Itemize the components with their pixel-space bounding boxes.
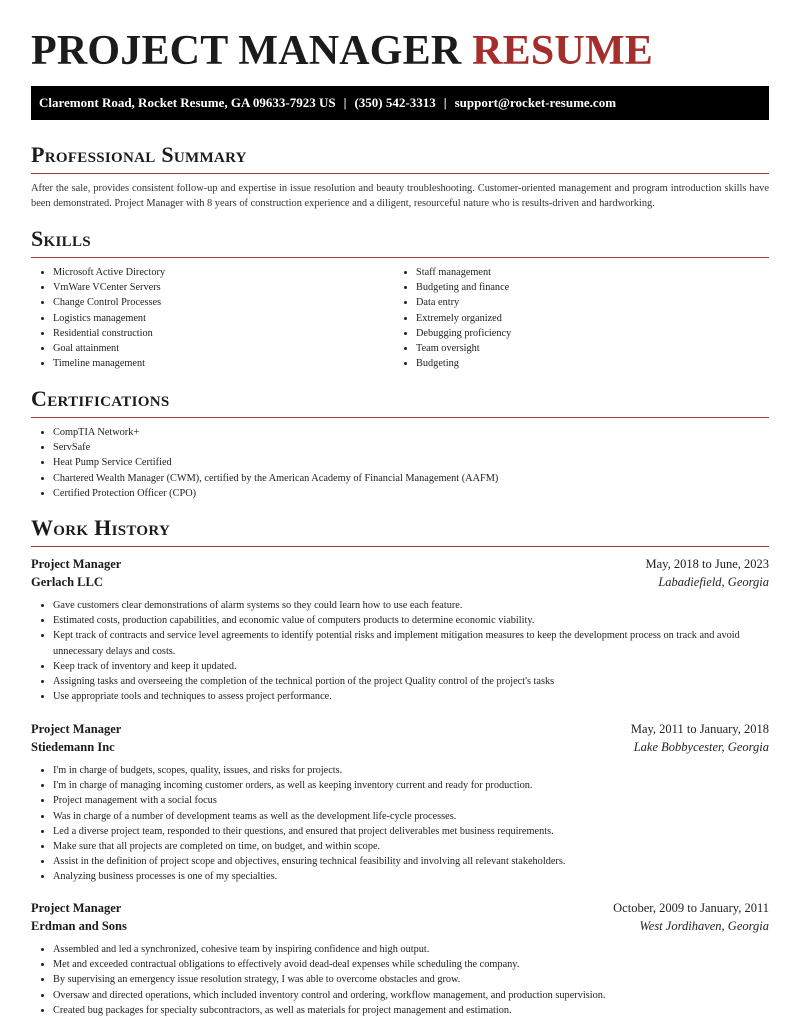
contact-email[interactable]: support@rocket-resume.com [454,95,617,110]
job-dates: October, 2009 to January, 2011 [613,901,769,915]
contact-separator: | [343,95,347,110]
skill-item: • Goal attainment [53,341,393,356]
job-bullet: • Created bug packages for specialty subcontractors, as well as materials for project management and estimation. [53,1003,783,1018]
job-bullet: • Assist in the definition of project scope and objectives, ensuring technical feasibility and involving all relevant stakeholders. [53,854,783,869]
skill-item: • Microsoft Active Directory [53,265,393,280]
job-bullet: • Assigning tasks and overseeing the completion of the technical portion of the project Quality control of the project's tasks [53,674,783,689]
contact-address: Claremont Road, Rocket Resume, GA 09633-7923 US [39,95,336,110]
job-bullet: • Estimated costs, production capabilities, and economic value of computers products to determine economic viability. [53,613,783,628]
job-company: Stiedemann Inc [31,740,115,754]
skill-item: • Timeline management [53,356,393,371]
skill-item: • VmWare VCenter Servers [53,280,393,295]
title-main: PROJECT MANAGER [31,28,462,74]
job-dates: May, 2018 to June, 2023 [645,557,769,571]
job-title: Project Manager [31,557,122,571]
job-bullet: • Use appropriate tools and techniques to assess project performance. [53,689,783,704]
job-company: Gerlach LLC [31,575,103,589]
contact-bar [31,86,769,120]
resume-title [31,26,653,76]
skill-item: • Residential construction [53,326,393,341]
skill-item: • Logistics management [53,311,393,326]
contact-separator: | [443,95,447,110]
job-bullet: • Kept track of contracts and service level agreements to identify potential risks and implement mitigation measures to keep the development process on track and avoid unnecessary delays and costs. [53,628,783,658]
skill-item: • Debugging proficiency [416,326,786,341]
certification-item: • ServSafe [53,440,783,455]
skills-list-right [394,265,786,371]
job-bullet: • Project management with a social focus [53,793,783,808]
skills-heading: Skills [31,225,769,258]
job-bullets [31,942,783,1018]
job-title: Project Manager [31,722,122,736]
job-bullet: • Assembled and led a synchronized, cohesive team by inspiring confidence and high output. [53,942,783,957]
job-bullet: • By supervising an emergency issue resolution strategy, I was able to overcome obstacles and grow. [53,972,783,987]
job-title: Project Manager [31,901,122,915]
job-bullet: • Analyzing business processes is one of my specialties. [53,869,783,884]
job-bullet: • Gave customers clear demonstrations of alarm systems so they could learn how to use each feature. [53,598,783,613]
certification-item: • Certified Protection Officer (CPO) [53,486,783,501]
job-bullet: • I'm in charge of managing incoming customer orders, as well as keeping inventory current and ready for production. [53,778,783,793]
job-bullet: • Met and exceeded contractual obligations to effectively avoid dead-deal expenses while scheduling the company. [53,957,783,972]
title-accent: RESUME [472,28,653,74]
job-dates: May, 2011 to January, 2018 [630,722,769,736]
job-bullet: • Led a diverse project team, responded to their questions, and ensured that project deliverables met business requirements. [53,824,783,839]
certifications-list [31,425,783,501]
certifications-heading: Certifications [31,385,769,418]
skills-list-left [31,265,393,371]
job-location: Labadiefield, Georgia [658,575,769,589]
summary-text: After the sale, provides consistent follow-up and expertise in issue resolution and beauty troubleshooting. Customer-oriented management and program introduction skills have been demonstrated. Project Manager with 8 years of construction experience and a diligent, resourceful nature who is results-driven and hardworking. [31,183,769,209]
job-location: Lake Bobbycester, Georgia [633,740,769,754]
skill-item: • Budgeting [416,356,786,371]
certification-item: • CompTIA Network+ [53,425,783,440]
skill-item: • Change Control Processes [53,295,393,310]
job-bullet: • Make sure that all projects are completed on time, on budget, and within scope. [53,839,783,854]
summary-heading: Professional Summary [31,141,769,174]
job-bullets [31,763,783,885]
skill-item: • Data entry [416,295,786,310]
certification-item: • Heat Pump Service Certified [53,455,783,470]
skill-item: • Extremely organized [416,311,786,326]
certification-item: • Chartered Wealth Manager (CWM), certified by the American Academy of Financial Management (AAFM) [53,471,783,486]
skill-item: • Staff management [416,265,786,280]
job-bullet: • I'm in charge of budgets, scopes, quality, issues, and risks for projects. [53,763,783,778]
job-bullet: • Keep track of inventory and keep it updated. [53,659,783,674]
work-history-heading: Work History [31,514,769,547]
job-location: West Jordihaven, Georgia [639,919,769,933]
contact-phone[interactable]: (350) 542-3313 [354,95,436,110]
job-bullets [31,598,783,704]
job-bullet: • Was in charge of a number of development teams as well as the development life-cycle processes. [53,809,783,824]
skill-item: • Team oversight [416,341,786,356]
job-company: Erdman and Sons [31,919,127,933]
job-bullet: • Oversaw and directed operations, which included inventory control and ordering, workflow management, and production supervision. [53,988,783,1003]
skill-item: • Budgeting and finance [416,280,786,295]
